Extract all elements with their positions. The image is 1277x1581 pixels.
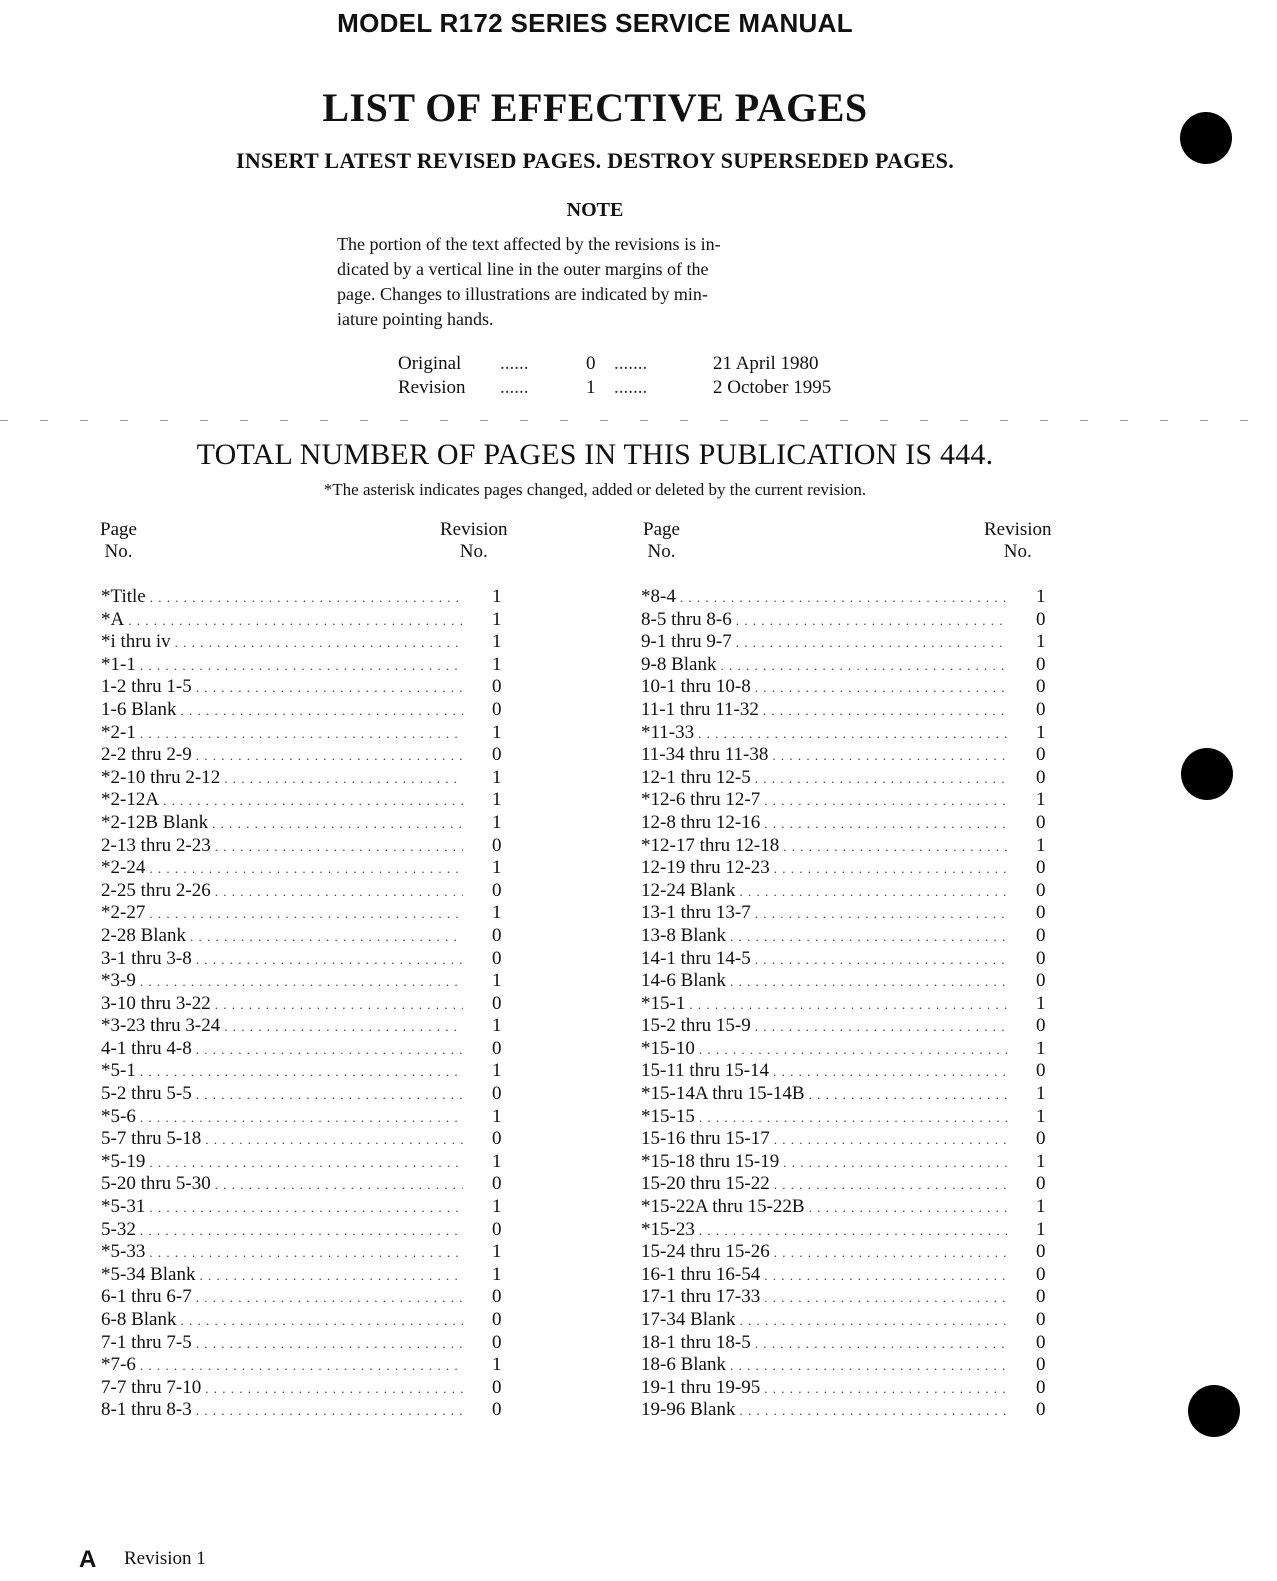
page-entry-label (641, 1128, 1007, 1150)
page-number: 15-16 thru 15-17 (641, 1128, 774, 1149)
revision-number: 0 (586, 353, 596, 374)
page-entry-label (101, 1309, 463, 1331)
revision-number: 1 (492, 1150, 502, 1172)
page-number: *15-10 (641, 1038, 699, 1059)
page-number: *2-27 (101, 902, 149, 923)
page-entry-label (641, 631, 1007, 653)
page-number: 14-1 thru 14-5 (641, 948, 755, 969)
revision-number: 1 (1036, 789, 1046, 811)
revision-number: 1 (492, 1241, 502, 1263)
page-number: 5-2 thru 5-5 (101, 1083, 196, 1104)
page-entry-label (101, 1264, 463, 1286)
right-page-no-header (643, 519, 680, 563)
header-line: No. (104, 541, 133, 562)
revision-number: 0 (1036, 1128, 1046, 1150)
page-number: *A (101, 609, 128, 630)
leader-dots: ....... (614, 353, 648, 374)
page-entry-label (101, 1196, 463, 1218)
revision-number: 1 (492, 1196, 502, 1218)
revision-number: 0 (1036, 1015, 1046, 1037)
page-number: 6-1 thru 6-7 (101, 1286, 196, 1307)
page-entry-label (641, 970, 1007, 992)
revision-number: 1 (1036, 1037, 1046, 1059)
revision-number: 0 (1036, 676, 1046, 698)
revision-date: 2 October 1995 (713, 377, 832, 398)
page-number: 14-6 Blank (641, 970, 730, 991)
revision-number: 0 (492, 924, 502, 946)
page-entry-label (641, 1151, 1007, 1173)
page-number: 11-34 thru 11-38 (641, 744, 772, 765)
revision-number: 1 (492, 608, 502, 630)
revision-history (398, 353, 868, 401)
page-number: *15-14A thru 15-14B (641, 1083, 809, 1104)
note-line: iature pointing hands. (337, 309, 494, 329)
page-entry-label (641, 1241, 1007, 1263)
revision-number: 0 (1036, 902, 1046, 924)
page-entry-label (101, 1083, 463, 1105)
page-number: *8-4 (641, 586, 680, 607)
revision-number: 0 (1036, 1060, 1046, 1082)
page-title: LIST OF EFFECTIVE PAGES (322, 85, 868, 130)
page-number: 15-2 thru 15-9 (641, 1015, 755, 1036)
page-number: 17-34 Blank (641, 1309, 739, 1330)
revision-number: 1 (1036, 992, 1046, 1014)
page-number: 2-25 thru 2-26 (101, 880, 215, 901)
revision-label: Original (398, 353, 462, 374)
revision-number: 1 (492, 1105, 502, 1127)
revision-number: 0 (1036, 698, 1046, 720)
page-entry-label (101, 1286, 463, 1308)
page-number: *11-33 (641, 722, 698, 743)
revision-row (398, 377, 868, 401)
revision-number: 1 (492, 1015, 502, 1037)
page-number: 12-1 thru 12-5 (641, 767, 755, 788)
revision-number: 0 (492, 676, 502, 698)
page-entry-label (641, 609, 1007, 631)
page-number: 9-8 Blank (641, 654, 720, 675)
revision-number: 0 (492, 1173, 502, 1195)
revision-number: 0 (492, 1128, 502, 1150)
page-number: 19-96 Blank (641, 1399, 739, 1420)
page-entry-label (101, 631, 463, 653)
right-revision-no-header (984, 519, 1052, 563)
revision-number: 0 (492, 1037, 502, 1059)
page-entry-label (101, 1015, 463, 1037)
page-number: *2-12A (101, 789, 163, 810)
revision-row (398, 353, 868, 377)
page-entry-label (641, 789, 1007, 811)
page-number: 10-1 thru 10-8 (641, 676, 755, 697)
revision-number: 0 (1036, 879, 1046, 901)
footer-revision: Revision 1 (124, 1548, 206, 1569)
page-entry-label (101, 835, 463, 857)
revision-number: 0 (1036, 1263, 1046, 1285)
header-line: No. (647, 541, 676, 562)
revision-number: 0 (492, 1399, 502, 1421)
revision-number: 1 (1036, 1083, 1046, 1105)
revision-number: 1 (1036, 1218, 1046, 1240)
revision-number: 1 (1036, 586, 1046, 607)
page-entry-label (101, 1151, 463, 1173)
page-entry-label (101, 812, 463, 834)
page-number: 2-28 Blank (101, 925, 190, 946)
page-entry-label (101, 1060, 463, 1082)
page-entry-label (641, 1196, 1007, 1218)
revision-number: 0 (492, 879, 502, 901)
page-entry-label (101, 1038, 463, 1060)
page-number: 13-1 thru 13-7 (641, 902, 755, 923)
page-entry-label (641, 1038, 1007, 1060)
page-entry-label (101, 722, 463, 744)
page-entry-label (641, 835, 1007, 857)
page-entry-label (101, 880, 463, 902)
revision-number: 1 (492, 653, 502, 675)
footer-page-letter: A (79, 1546, 97, 1573)
revision-number: 1 (1036, 1150, 1046, 1172)
page-subtitle: INSERT LATEST REVISED PAGES. DESTROY SUPERSEDED PAGES. (236, 148, 954, 173)
page-entry-label (101, 1106, 463, 1128)
page-number: *5-6 (101, 1106, 140, 1127)
page-number: 9-1 thru 9-7 (641, 631, 736, 652)
note-line: The portion of the text affected by the revisions is in- (337, 234, 721, 254)
revision-number: 0 (492, 698, 502, 720)
revision-date: 21 April 1980 (713, 353, 819, 374)
revision-number: 1 (492, 857, 502, 879)
revision-number: 0 (1036, 1331, 1046, 1353)
asterisk-note: *The asterisk indicates pages changed, added or deleted by the current revision. (323, 480, 867, 499)
page-number: *5-31 (101, 1196, 149, 1217)
page-number: *3-23 thru 3-24 (101, 1015, 224, 1036)
revision-number: 0 (492, 1376, 502, 1398)
header-line: Revision (984, 519, 1052, 540)
page-entry-label (101, 1173, 463, 1195)
scan-artifact-line (0, 420, 1277, 421)
page-entry-label (641, 1173, 1007, 1195)
page-number: 18-1 thru 18-5 (641, 1332, 755, 1353)
revision-number: 0 (492, 1331, 502, 1353)
page-number: 16-1 thru 16-54 (641, 1264, 764, 1285)
page-entry-label (641, 654, 1007, 676)
page-number: 19-1 thru 19-95 (641, 1377, 764, 1398)
revision-number: 0 (1036, 744, 1046, 766)
page-number: 17-1 thru 17-33 (641, 1286, 764, 1307)
page-number: 3-1 thru 3-8 (101, 948, 196, 969)
leader-dots: ...... (500, 377, 529, 398)
manual-header: MODEL R172 SERIES SERVICE MANUAL (337, 8, 853, 38)
page-entry-label (101, 767, 463, 789)
revision-number: 0 (492, 992, 502, 1014)
page-number: *3-9 (101, 970, 140, 991)
page-entry-label (101, 948, 463, 970)
revision-number: 1 (492, 631, 502, 653)
revision-number: 0 (492, 1083, 502, 1105)
page-number: 4-1 thru 4-8 (101, 1038, 196, 1059)
revision-number: 0 (492, 1218, 502, 1240)
page-number: *12-17 thru 12-18 (641, 835, 783, 856)
revision-label: Revision (398, 377, 466, 398)
revision-number: 1 (492, 1060, 502, 1082)
page-number: *2-12B Blank (101, 812, 212, 833)
revision-number: 0 (1036, 857, 1046, 879)
page-number: *i thru iv (101, 631, 175, 652)
page-entry-label (641, 1106, 1007, 1128)
page-number: 12-8 thru 12-16 (641, 812, 764, 833)
revision-number: 1 (492, 789, 502, 811)
revision-number: 0 (1036, 970, 1046, 992)
page-entry-label (101, 1399, 463, 1421)
page-number: *2-1 (101, 722, 140, 743)
page-entry-label (101, 993, 463, 1015)
page-number: *Title (101, 586, 150, 607)
page-entry-label (641, 857, 1007, 879)
page-number: 5-7 thru 5-18 (101, 1128, 205, 1149)
header-line: No. (1003, 541, 1032, 562)
page-entry-label (101, 1128, 463, 1150)
revision-number: 0 (1036, 1399, 1046, 1421)
total-pages-statement: TOTAL NUMBER OF PAGES IN THIS PUBLICATION IS 444. (196, 438, 994, 471)
revision-number: 0 (492, 947, 502, 969)
page-entry-label (101, 1219, 463, 1241)
page-entry-label (101, 789, 463, 811)
page-number: 6-8 Blank (101, 1309, 180, 1330)
page-entry-label (641, 812, 1007, 834)
binder-hole (1180, 112, 1232, 164)
page-number: 12-19 thru 12-23 (641, 857, 774, 878)
note-line: page. Changes to illustrations are indicated by min- (337, 284, 708, 304)
revision-number: 0 (492, 834, 502, 856)
page-entry-label (101, 1377, 463, 1399)
page-entry-label (101, 699, 463, 721)
page-entry-label (641, 1377, 1007, 1399)
revision-number: 0 (1036, 608, 1046, 630)
page-entry-label (641, 1399, 1007, 1421)
page-number: 5-32 (101, 1219, 140, 1240)
page-number: 1-2 thru 1-5 (101, 676, 196, 697)
header-line: No. (459, 541, 488, 562)
page-entry-label (641, 722, 1007, 744)
revision-number: 1 (1036, 1196, 1046, 1218)
page-entry-label (641, 586, 1007, 608)
page-number: *15-22A thru 15-22B (641, 1196, 809, 1217)
revision-number: 1 (1036, 721, 1046, 743)
note-line: dicated by a vertical line in the outer margins of the (337, 259, 709, 279)
page-entry-label (641, 1015, 1007, 1037)
revision-number: 0 (1036, 1309, 1046, 1330)
revision-number: 0 (1036, 1173, 1046, 1195)
page-number: 8-1 thru 8-3 (101, 1399, 196, 1420)
header-line: Revision (440, 519, 508, 540)
page-entry-label (641, 1264, 1007, 1286)
revision-number: 1 (492, 1354, 502, 1376)
revision-number: 0 (1036, 811, 1046, 833)
revision-number: 0 (1036, 1354, 1046, 1376)
note-heading: NOTE (566, 199, 624, 221)
revision-number: 1 (492, 586, 502, 607)
page-entry-label (641, 902, 1007, 924)
revision-number: 0 (1036, 1286, 1046, 1308)
page-number: *5-33 (101, 1241, 149, 1262)
page-number: 11-1 thru 11-32 (641, 699, 763, 720)
leader-dots: ...... (500, 353, 529, 374)
page-number: 15-20 thru 15-22 (641, 1173, 774, 1194)
page-number: 7-7 thru 7-10 (101, 1377, 205, 1398)
leader-dots: ....... (614, 377, 648, 398)
binder-hole (1188, 1385, 1240, 1437)
page-entry-label (641, 993, 1007, 1015)
page-entry-label (101, 857, 463, 879)
page-number: *15-23 (641, 1219, 699, 1240)
page-entry-label (101, 970, 463, 992)
page-number: *12-6 thru 12-7 (641, 789, 764, 810)
page-number: *2-24 (101, 857, 149, 878)
page-entry-label (101, 586, 463, 608)
page-entry-label (101, 609, 463, 631)
page-entry-label (101, 1241, 463, 1263)
revision-number: 1 (492, 970, 502, 992)
page-entry-label (641, 880, 1007, 902)
revision-number: 1 (586, 377, 596, 398)
header-line: Page (100, 519, 137, 540)
revision-number: 0 (1036, 947, 1046, 969)
page-number: *5-19 (101, 1151, 149, 1172)
page-number: 8-5 thru 8-6 (641, 609, 736, 630)
page-number: 18-6 Blank (641, 1354, 730, 1375)
page-entry-label (101, 902, 463, 924)
revision-number: 0 (1036, 924, 1046, 946)
page-entry-label (641, 1309, 1007, 1331)
header-line: Page (643, 519, 680, 540)
left-page-no-header (100, 519, 137, 563)
revision-number: 0 (1036, 1376, 1046, 1398)
revision-number: 1 (492, 902, 502, 924)
binder-hole (1181, 748, 1233, 800)
page-entry-label (101, 654, 463, 676)
page-entry-label (101, 1332, 463, 1354)
page-entry-label (101, 744, 463, 766)
page-number: *15-18 thru 15-19 (641, 1151, 783, 1172)
page-number: 15-11 thru 15-14 (641, 1060, 773, 1081)
revision-number: 1 (492, 811, 502, 833)
page-entry-label (641, 676, 1007, 698)
page-entry-label (641, 925, 1007, 947)
page-number: 13-8 Blank (641, 925, 730, 946)
page-number: *15-15 (641, 1106, 699, 1127)
revision-number: 1 (492, 766, 502, 788)
revision-number: 0 (492, 744, 502, 766)
revision-number: 1 (1036, 631, 1046, 653)
page-number: 3-10 thru 3-22 (101, 993, 215, 1014)
revision-number: 0 (492, 1309, 502, 1330)
revision-number: 0 (1036, 653, 1046, 675)
revision-number: 0 (1036, 766, 1046, 788)
page-number: 2-13 thru 2-23 (101, 835, 215, 856)
page-entry-label (641, 699, 1007, 721)
page-entry-label (101, 1354, 463, 1376)
revision-number: 0 (492, 1286, 502, 1308)
revision-number: 1 (1036, 834, 1046, 856)
revision-number: 1 (1036, 1105, 1046, 1127)
page-number: *7-6 (101, 1354, 140, 1375)
page-entry-label (641, 1332, 1007, 1354)
revision-number: 1 (492, 721, 502, 743)
page-entry-label (641, 1354, 1007, 1376)
page-number: 1-6 Blank (101, 699, 180, 720)
page-number: *1-1 (101, 654, 140, 675)
page-number: *15-1 (641, 993, 689, 1014)
page-number: *5-34 Blank (101, 1264, 199, 1285)
left-revision-no-header (440, 519, 508, 563)
page-number: 2-2 thru 2-9 (101, 744, 196, 765)
page-entry-label (641, 1060, 1007, 1082)
page-entry-label (641, 744, 1007, 766)
page-entry-label (101, 925, 463, 947)
page-entry-label (641, 1219, 1007, 1241)
page-number: 15-24 thru 15-26 (641, 1241, 774, 1262)
page-entry-label (641, 767, 1007, 789)
page-entry-label (641, 1286, 1007, 1308)
page-entry-label (641, 1083, 1007, 1105)
page-number: *2-10 thru 2-12 (101, 767, 224, 788)
page-number: 12-24 Blank (641, 880, 739, 901)
page-number: *5-1 (101, 1060, 140, 1081)
revision-number: 1 (492, 1263, 502, 1285)
note-body (337, 232, 847, 332)
page-number: 7-1 thru 7-5 (101, 1332, 196, 1353)
page-entry-label (101, 676, 463, 698)
revision-number: 0 (1036, 1241, 1046, 1263)
page-entry-label (641, 948, 1007, 970)
page-number: 5-20 thru 5-30 (101, 1173, 215, 1194)
